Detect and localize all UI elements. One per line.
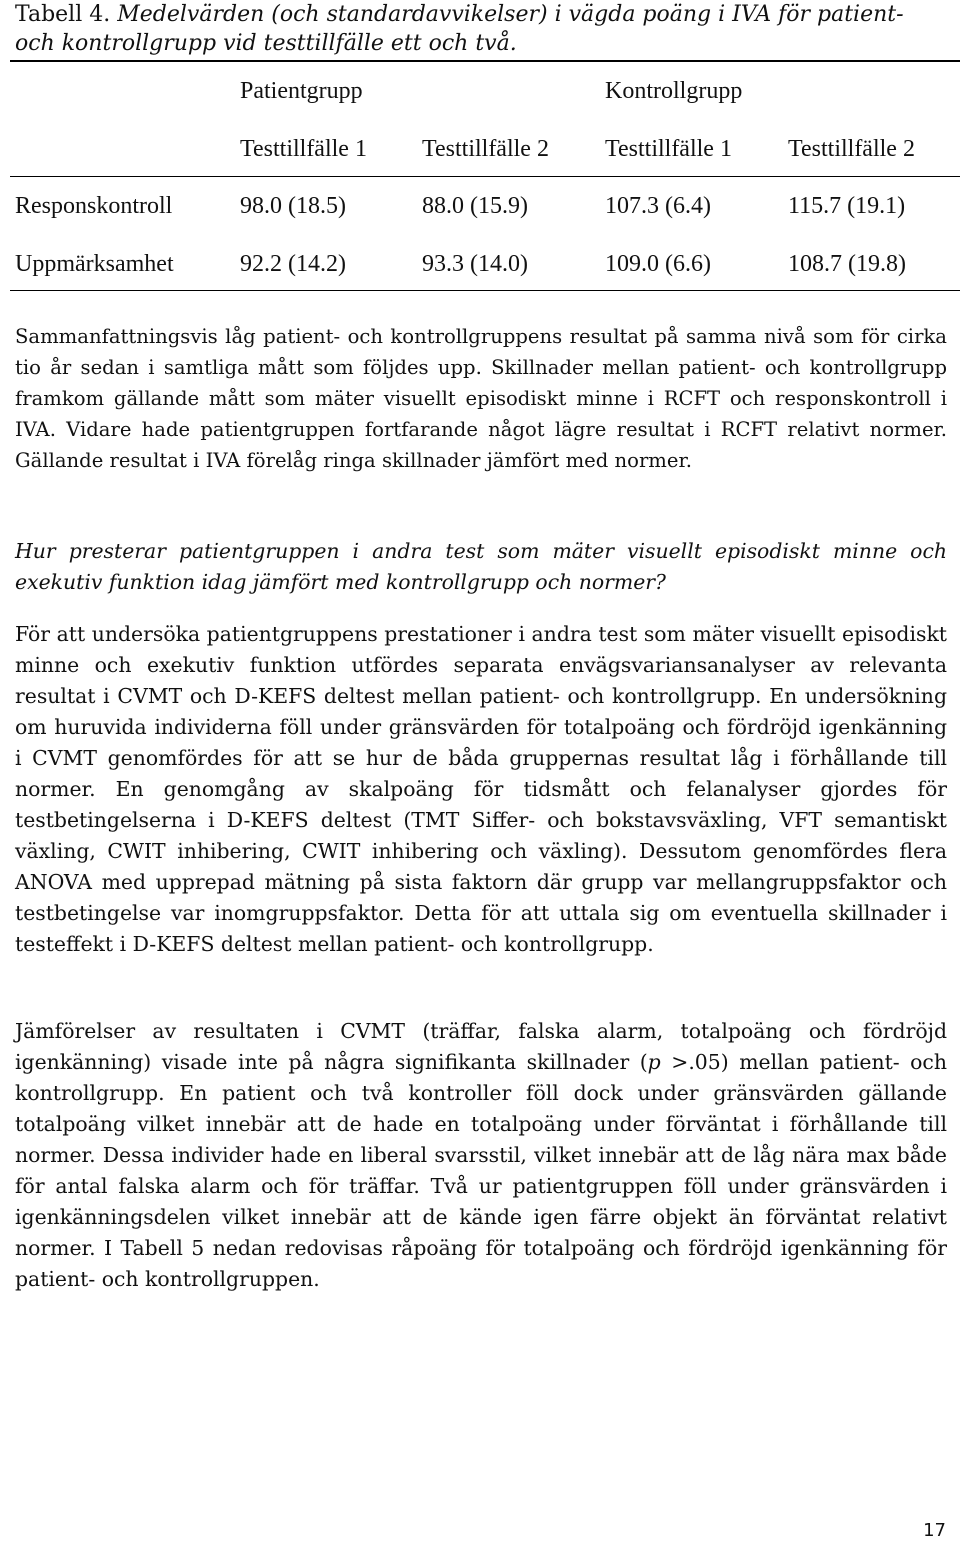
table-cell: 93.3 (14.0) [422, 251, 528, 277]
table-cell: 107.3 (6.4) [605, 193, 711, 219]
row-label: Responskontroll [15, 193, 173, 219]
table-caption [15, 0, 950, 58]
row-label: Uppmärksamhet [15, 251, 174, 277]
table-group-header-row [10, 62, 960, 120]
sub-header: Testtillfälle 2 [788, 136, 915, 162]
sub-header: Testtillfälle 2 [422, 136, 549, 162]
table-cell: 92.2 (14.2) [240, 251, 346, 277]
table-row [10, 177, 960, 235]
table-row [10, 235, 960, 291]
page-number: 17 [923, 1520, 946, 1541]
table-cell: 88.0 (15.9) [422, 193, 528, 219]
paragraph-cvmt-results [15, 1016, 947, 1295]
paragraph-cvmt-text-a: Jämförelser av resultaten i CVMT (träffar, falska alarm, totalpoäng och fördröjd igenkänning) visade inte på några signifikanta skillnader ( [15, 1019, 947, 1074]
table-cell: 108.7 (19.8) [788, 251, 906, 277]
research-question: Hur presterar patientgruppen i andra test som mäter visuellt episodiskt minne och exekutiv funktion idag jämfört med kontrollgrupp och normer? [15, 539, 947, 594]
group-header-patient: Patientgrupp [240, 78, 363, 104]
table-cell: 109.0 (6.6) [605, 251, 711, 277]
caption-label: Tabell 4. [15, 2, 111, 27]
results-table [10, 60, 960, 291]
table-cell: 115.7 (19.1) [788, 193, 906, 219]
table-cell: 98.0 (18.5) [240, 193, 346, 219]
paragraph-summary: Sammanfattningsvis låg patient- och kontrollgruppens resultat på samma nivå som för cirka tio år sedan i samtliga mått som följdes upp. Skillnader mellan patient- och kontrollgrupp framkom gällande mått som mäter visuellt episodiskt minne i RCFT och responskontroll i IVA. Vidare hade patientgruppen fortfarande något lägre resultat i RCFT relativt normer. Gällande resultat i IVA förelåg ringa skillnader jämfört med normer. [15, 325, 947, 472]
sub-header: Testtillfälle 1 [240, 136, 367, 162]
sub-header: Testtillfälle 1 [605, 136, 732, 162]
paragraph-cvmt-text-b: >.05) mellan patient- och kontrollgrupp. En patient och två kontroller föll dock under gränsvärden gällande totalpoäng vilket innebär att de hade en totalpoäng under förväntat i förhållande till normer. Dessa individer hade en liberal svarsstil, vilket innebär att de låg nära max både för antal falska alarm och för träffar. Två ur patientgruppen föll under gränsvärden i igenkänningsdelen vilket innebär att de kände igen färre objekt än förväntat relativt normer. I Tabell 5 nedan redovisas råpoäng för totalpoäng och fördröjd igenkänning för patient- och kontrollgruppen. [15, 1050, 947, 1291]
paragraph-method: För att undersöka patientgruppens prestationer i andra test som mäter visuellt episodiskt minne och exekutiv funktion utfördes separata envägsvariansanalyser av relevanta resultat i CVMT och D-KEFS deltest mellan patient- och kontrollgrupp. En undersökning om huruvida individerna föll under gränsvärden för totalpoäng och fördröjd igenkänning i CVMT genomfördes för att se hur de båda gruppernas resultat låg i förhållande till normer. En genomgång av skalpoäng för tidsmått och felanalyser gjordes för testbetingelserna i D-KEFS deltest (TMT Siffer- och bokstavsväxling, VFT semantiskt växling, CWIT inhibering, CWIT inhibering och växling). Dessutom genomfördes flera ANOVA med upprepad mätning på sista faktorn där grupp var mellangruppsfaktor och testbetingelse var inomgruppsfaktor. Detta för att uttala sig om eventuella skillnader i testeffekt i D-KEFS deltest mellan patient- och kontrollgrupp. [15, 622, 947, 956]
p-value-symbol: p [647, 1050, 661, 1074]
table-sub-header-row [10, 120, 960, 177]
group-header-control: Kontrollgrupp [605, 78, 743, 104]
caption-text: Medelvärden (och standardavvikelser) i vägda poäng i IVA för patient- och kontrollgrupp vid testtillfälle ett och två. [15, 2, 904, 56]
